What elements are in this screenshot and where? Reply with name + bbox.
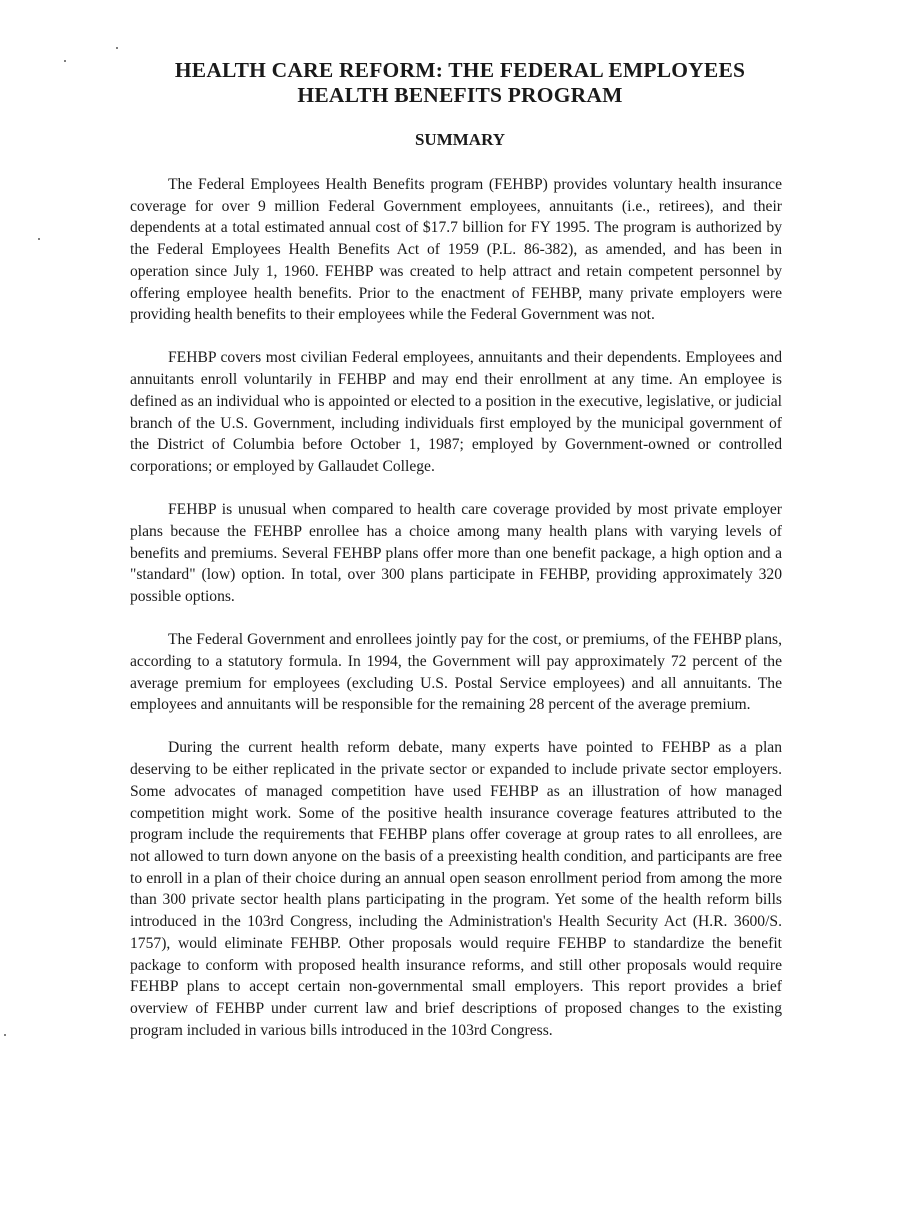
summary-body	[130, 174, 782, 1063]
paragraph-1: The Federal Employees Health Benefits program (FEHBP) provides voluntary health insurance coverage for over 9 million Federal Government employees, annuitants (i.e., retirees), and their dependents at a total estimated annual cost of $17.7 billion for FY 1995. The program is authorized by the Federal Employees Health Benefits Act of 1959 (P.L. 86-382), as amended, and has been in operation since July 1, 1960. FEHBP was created to help attract and retain competent personnel by offering employee health benefits. Prior to the enactment of FEHBP, many private employers were providing health benefits to their employees while the Federal Government was not.	[130, 176, 782, 324]
paragraph-5: During the current health reform debate, many experts have pointed to FEHBP as a plan deserving to be either replicated in the private sector or expanded to include private sector employers. Some advocates of managed competition have used FEHBP as an illustration of how managed competition might work. Some of the positive health insurance coverage features attributed to the program include the requirements that FEHBP plans offer coverage at group rates to all enrollees, are not allowed to turn down anyone on the basis of a preexisting health condition, and participants are free to enroll in a plan of their choice during an annual open season enrollment period from among the more than 300 private sector health plans participating in the program. Yet some of the health reform bills introduced in the 103rd Congress, including the Administration's Health Security Act (H.R. 3600/S. 1757), would eliminate FEHBP. Other proposals would require FEHBP to standardize the benefit package to conform with proposed health insurance reforms, and still other proposals would require FEHBP plans to accept certain non-governmental small employers. This report provides a brief overview of FEHBP under current law and brief descriptions of proposed changes to the existing program included in various bills introduced in the 103rd Congress.	[130, 739, 782, 1039]
scan-speck	[64, 60, 66, 62]
paragraph-2: FEHBP covers most civilian Federal employees, annuitants and their dependents. Employees and annuitants enroll voluntarily in FEHBP and may end their enrollment at any time. An employee is defined as an individual who is appointed or elected to a position in the executive, legislative, or judicial branch of the U.S. Government, including individuals first employed by the municipal government of the District of Columbia before October 1, 1987; employed by Government-owned or controlled corporations; or employed by Gallaudet College.	[130, 349, 782, 475]
paragraph-3: FEHBP is unusual when compared to health care coverage provided by most private employer plans because the FEHBP enrollee has a choice among many health plans with varying levels of benefits and premiums. Several FEHBP plans offer more than one benefit package, a high option and a "standard" (low) option. In total, over 300 plans participate in FEHBP, providing approximately 320 possible options.	[130, 501, 782, 605]
scan-speck	[116, 47, 118, 49]
summary-heading: SUMMARY	[414, 130, 506, 149]
title-line-2: HEALTH BENEFITS PROGRAM	[297, 83, 623, 107]
document-title	[100, 58, 820, 108]
paragraph-4: The Federal Government and enrollees jointly pay for the cost, or premiums, of the FEHBP plans, according to a statutory formula. In 1994, the Government will pay approximately 72 percent of the average premium for employees (excluding U.S. Postal Service employees) and all annuitants. The employees and annuitants will be responsible for the remaining 28 percent of the average premium.	[130, 631, 782, 714]
scan-speck	[4, 1034, 6, 1036]
scan-speck	[38, 238, 40, 240]
title-line-1: HEALTH CARE REFORM: THE FEDERAL EMPLOYEES	[174, 58, 746, 82]
